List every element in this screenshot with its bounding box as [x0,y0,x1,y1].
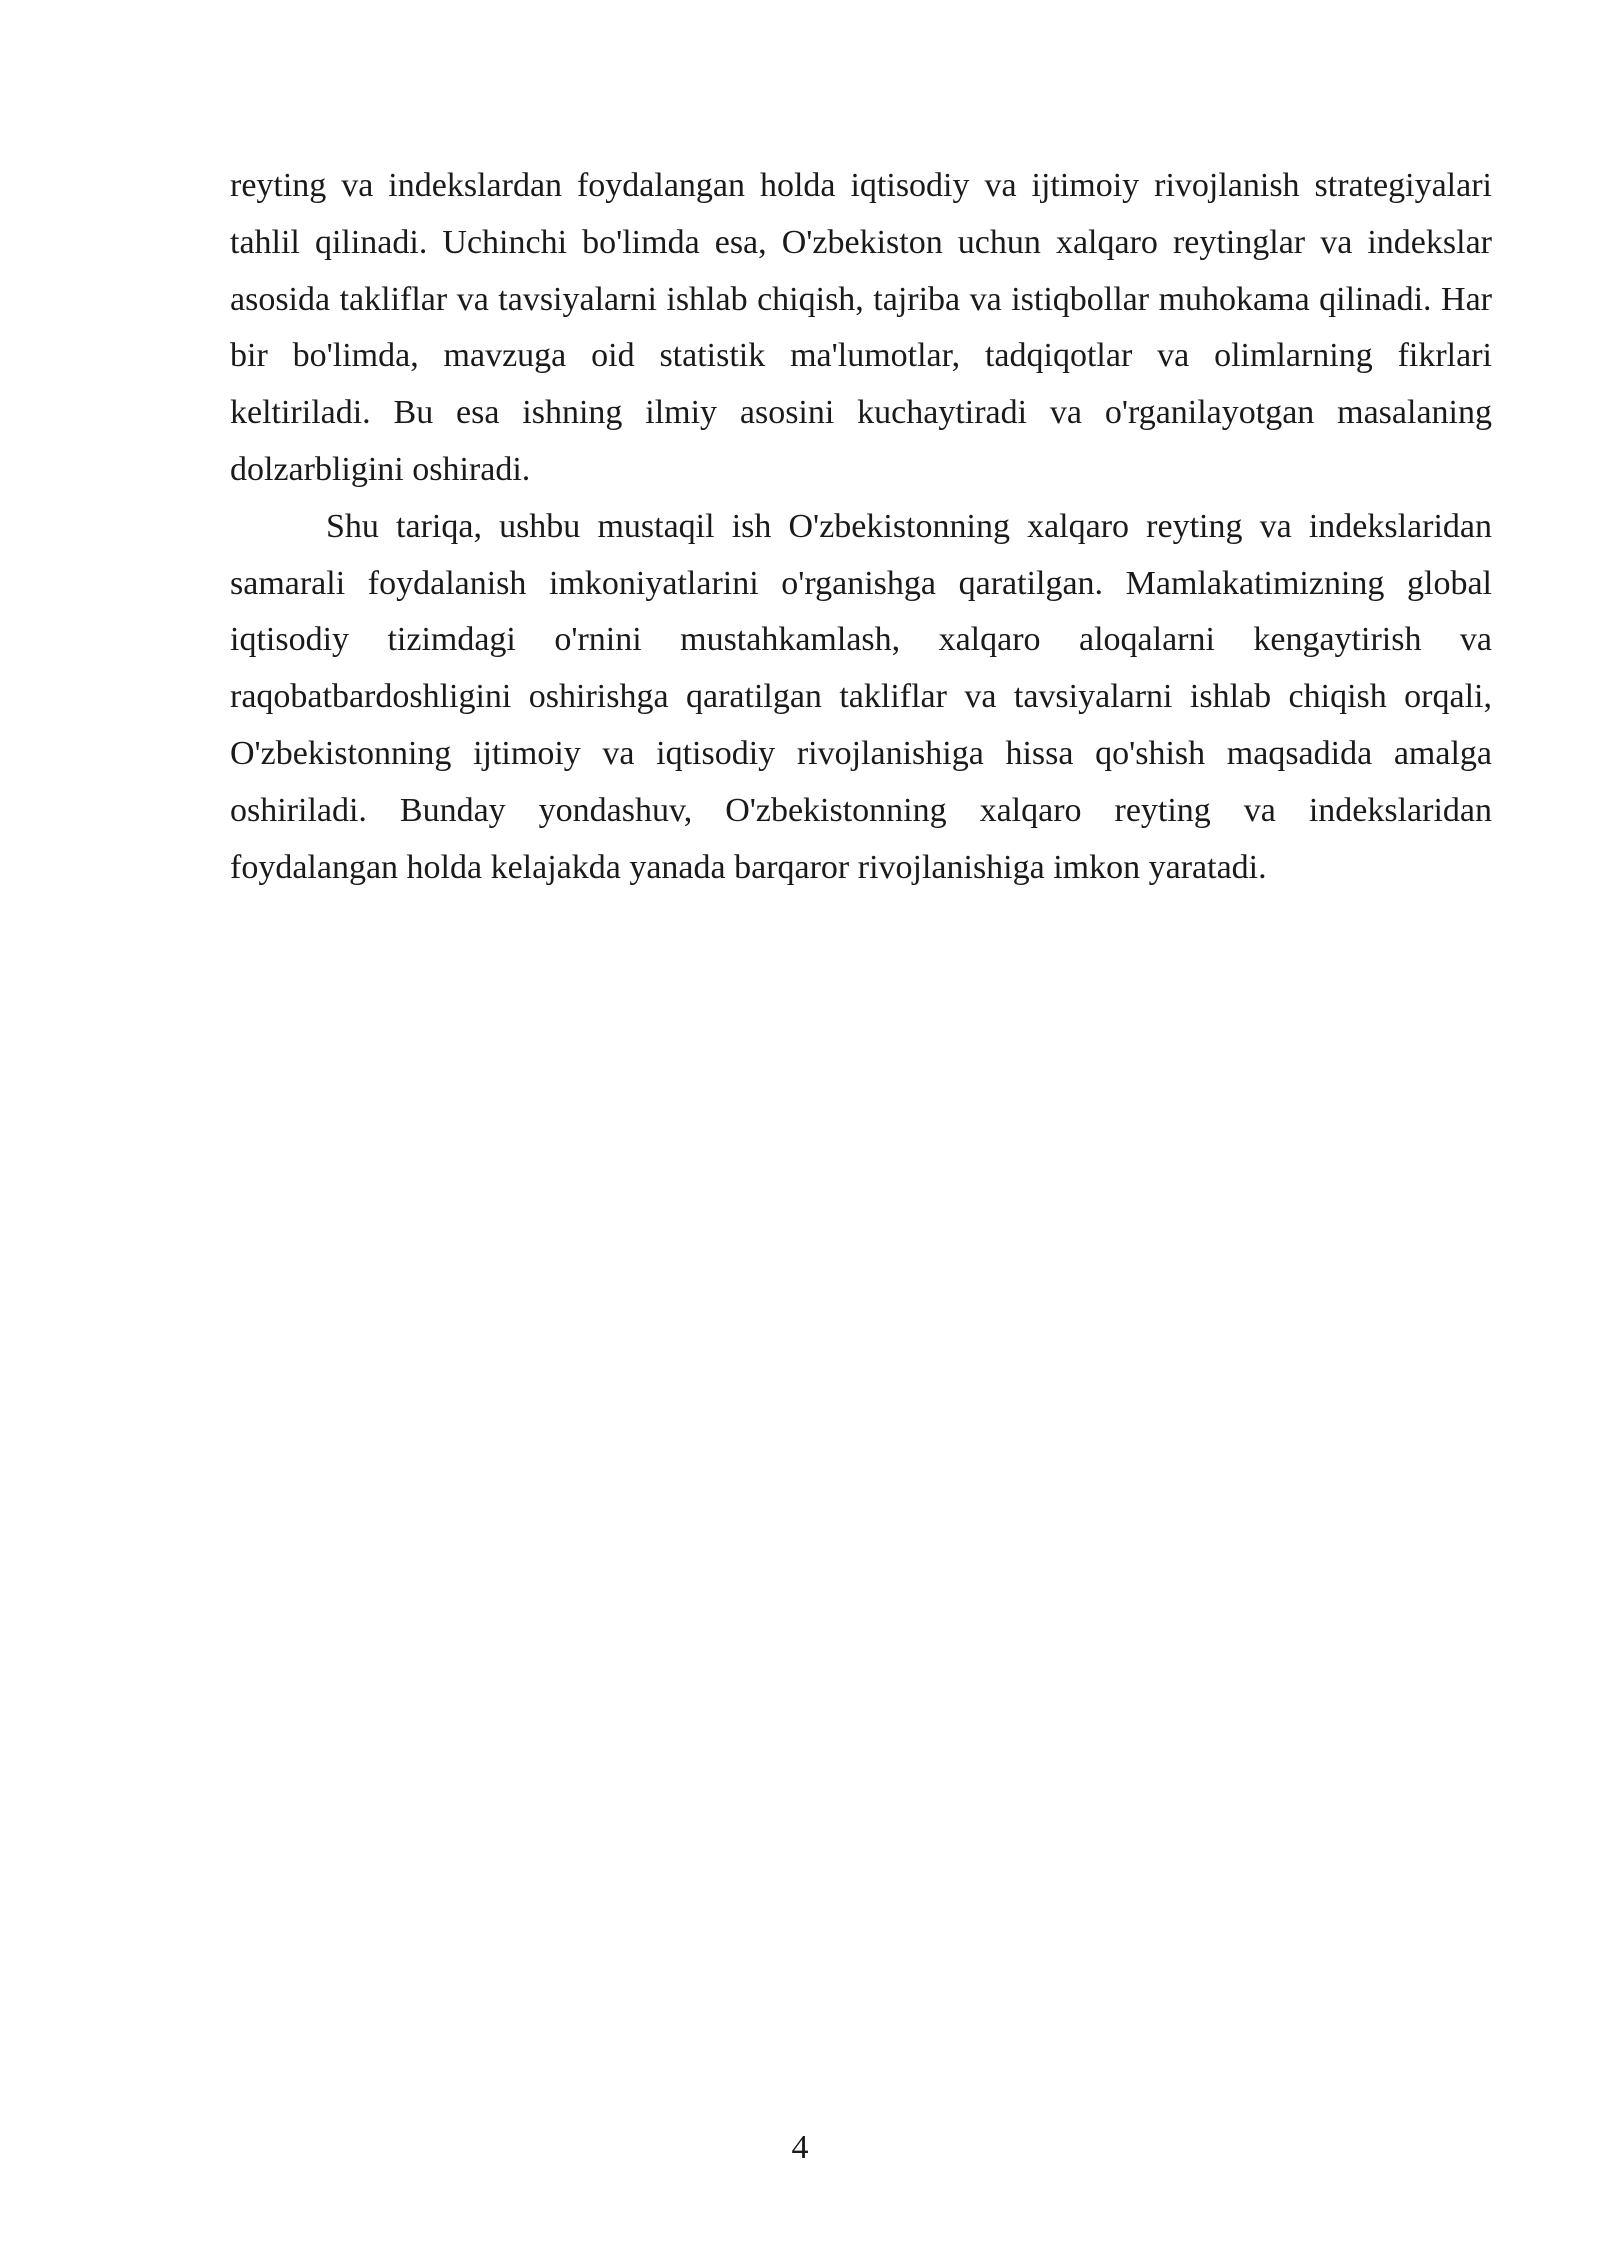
body-text [230,158,1492,896]
page-number: 4 [791,2129,809,2166]
paragraph-continuation: reyting va indekslardan foydalangan holda iqtisodiy va ijtimoiy rivojlanish strategiyalari tahlil qilinadi. Uchinchi bo'limda esa, O'zbekiston uchun xalqaro reytinglar va indekslar asosida takliflar va tavsiyalarni ishlab chiqish, tajriba va istiqbollar muhokama qilinadi. Har bir bo'limda, mavzuga oid statistik ma'lumotlar, tadqiqotlar va olimlarning fikrlari keltiriladi. Bu esa ishning ilmiy asosini kuchaytiradi va o'rganilayotgan masalaning dolzarbligini oshiradi. [230,167,1492,488]
paragraph-conclusion: Shu tariqa, ushbu mustaqil ish O'zbekistonning xalqaro reyting va indekslaridan samarali foydalanish imkoniyatlarini o'rganishga qaratilgan. Mamlakatimizning global iqtisodiy tizimdagi o'rnini mustahkamlash, xalqaro aloqalarni kengaytirish va raqobatbardoshligini oshirishga qaratilgan takliflar va tavsiyalarni ishlab chiqish orqali, O'zbekistonning ijtimoiy va iqtisodiy rivojlanishiga hissa qo'shish maqsadida amalga oshiriladi. Bunday yondashuv, O'zbekistonning xalqaro reyting va indekslaridan foydalangan holda kelajakda yanada barqaror rivojlanishiga imkon yaratadi. [230,507,1492,886]
